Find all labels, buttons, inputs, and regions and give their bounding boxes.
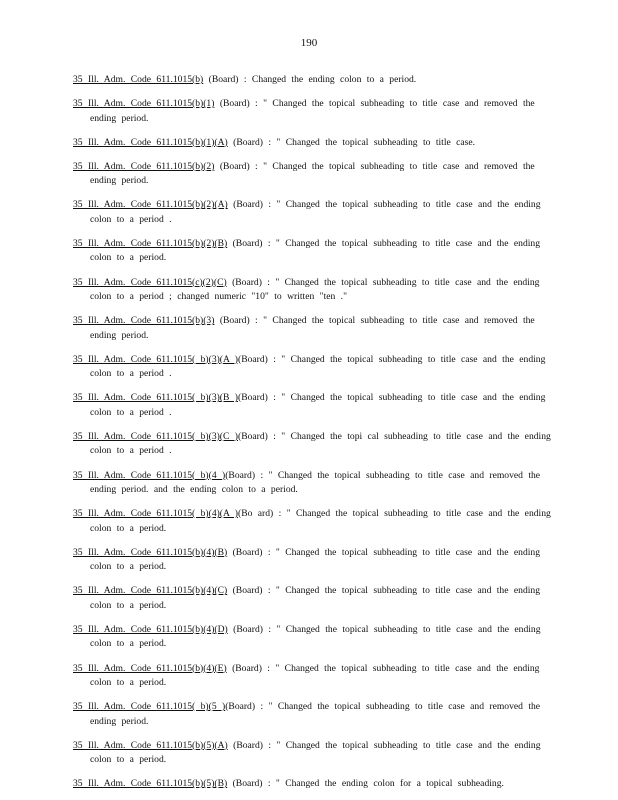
entry-text: (Board) : " Changed the topical subheading to title case and the ending colon to a period ; changed numeric "10" to written "ten ." [90,276,540,303]
list-item [73,623,553,652]
entry-text: (Board) : " Changed the topical subheading to title case and the ending colon to a period. [90,546,540,573]
list-item [73,276,553,305]
list-item [73,136,553,151]
list-item [73,700,553,729]
citation: 35 Ill. Adm. Code 611.1015(b)(2) [73,160,215,172]
entry-text: (Board) : " Changed the topical subheading to title case and the ending colon to a period. [90,585,540,611]
list-item [73,353,553,382]
entry-text: (Board) : " Changed the topical subheading to title case. [227,136,476,148]
citation: 35 Ill. Adm. Code 611.1015( b)(3)(A ) [73,353,238,365]
citation: 35 Ill. Adm. Code 611.1015(b)(5)(B) [73,778,228,790]
entry-text: (Board) : " Changed the topical subheading to title case and removed the ending period. [90,160,535,187]
entry-text: (Board) : " Changed the topical subheading to title case and the ending colon to a period . [90,199,541,225]
entry-text: (Board) : " Changed the topical subheading to title case and removed the ending period. and the ending colon to a period. [90,469,541,496]
entry-text: (Board) : " Changed the topical subheading to title case and the ending colon to a period . [90,353,546,380]
citation: 35 Ill. Adm. Code 611.1015( b)(3)(B ) [73,392,238,404]
list-item [73,777,553,792]
list-item [73,469,553,498]
entry-text: (Board) : " Changed the topical subheading to title case and removed the ending period. [90,701,541,727]
entry-text: (Board) : " Changed the topical subheading to title case and the ending colon to a period. [90,662,540,688]
citation: 35 Ill. Adm. Code 611.1015(b)(4)(C) [73,585,228,597]
entry-text: (Board) : " Changed the topical subheading to title case and the ending colon to a period. [90,623,541,650]
citation: 35 Ill. Adm. Code 611.1015(b)(2)(B) [73,237,228,249]
entry-text: (Bo ard) : " Changed the topical subheading to title case and the ending colon to a period. [90,508,551,534]
citation: 35 Ill. Adm. Code 611.1015( b)(4 ) [73,469,226,481]
list-item [73,198,553,227]
list-item [73,430,553,459]
citation: 35 Ill. Adm. Code 611.1015(b)(2)(A) [73,199,228,211]
citation: 35 Ill. Adm. Code 611.1015(b)(1) [73,98,215,110]
entry-text: (Board) : " Changed the topical subheading to title case and the ending colon to a period. [90,739,541,766]
citation: 35 Ill. Adm. Code 611.1015(b) [73,74,204,85]
citation: 35 Ill. Adm. Code 611.1015(c)(2)(C) [73,276,227,288]
citation: 35 Ill. Adm. Code 611.1015( b)(5 ) [73,701,226,713]
citation: 35 Ill. Adm. Code 611.1015(b)(4)(B) [73,546,228,558]
entry-text: (Board) : " Changed the ending colon for a topical subheading. [227,778,504,790]
list-item [73,546,553,575]
entry-text: (Board) : " Changed the topical subheading to title case and the ending colon to a period. [90,237,540,264]
list-item [73,73,553,88]
list-item [73,97,553,126]
entry-text: (Board) : Changed the ending colon to a period. [203,74,417,85]
entry-text: (Board) : " Changed the topi cal subheading to title case and the ending colon to a period . [90,430,551,457]
entry-text: (Board) : " Changed the topical subheading to title case and removed the ending period. [90,98,535,124]
citation: 35 Ill. Adm. Code 611.1015(b)(5)(A) [73,739,228,751]
list-item [73,584,553,613]
citation: 35 Ill. Adm. Code 611.1015(b)(4)(D) [73,623,228,635]
page-number: 190 [300,37,318,49]
list-item [73,237,553,266]
entry-text: (Board) : " Changed the topical subheading to title case and removed the ending period. [90,315,535,341]
list-item [73,314,553,343]
entry-text: (Board) : " Changed the topical subheading to title case and the ending colon to a period . [90,392,546,418]
citation: 35 Ill. Adm. Code 611.1015(b)(4)(E) [73,662,227,674]
list-item [73,391,553,420]
citation: 35 Ill. Adm. Code 611.1015(b)(1)(A) [73,136,228,148]
citation: 35 Ill. Adm. Code 611.1015( b)(4)(A ) [73,508,238,520]
entry-list [73,73,553,796]
list-item [73,507,553,536]
list-item [73,160,553,189]
citation: 35 Ill. Adm. Code 611.1015(b)(3) [73,315,215,327]
citation: 35 Ill. Adm. Code 611.1015( b)(3)(C ) [73,430,238,442]
list-item [73,739,553,768]
list-item [73,662,553,691]
